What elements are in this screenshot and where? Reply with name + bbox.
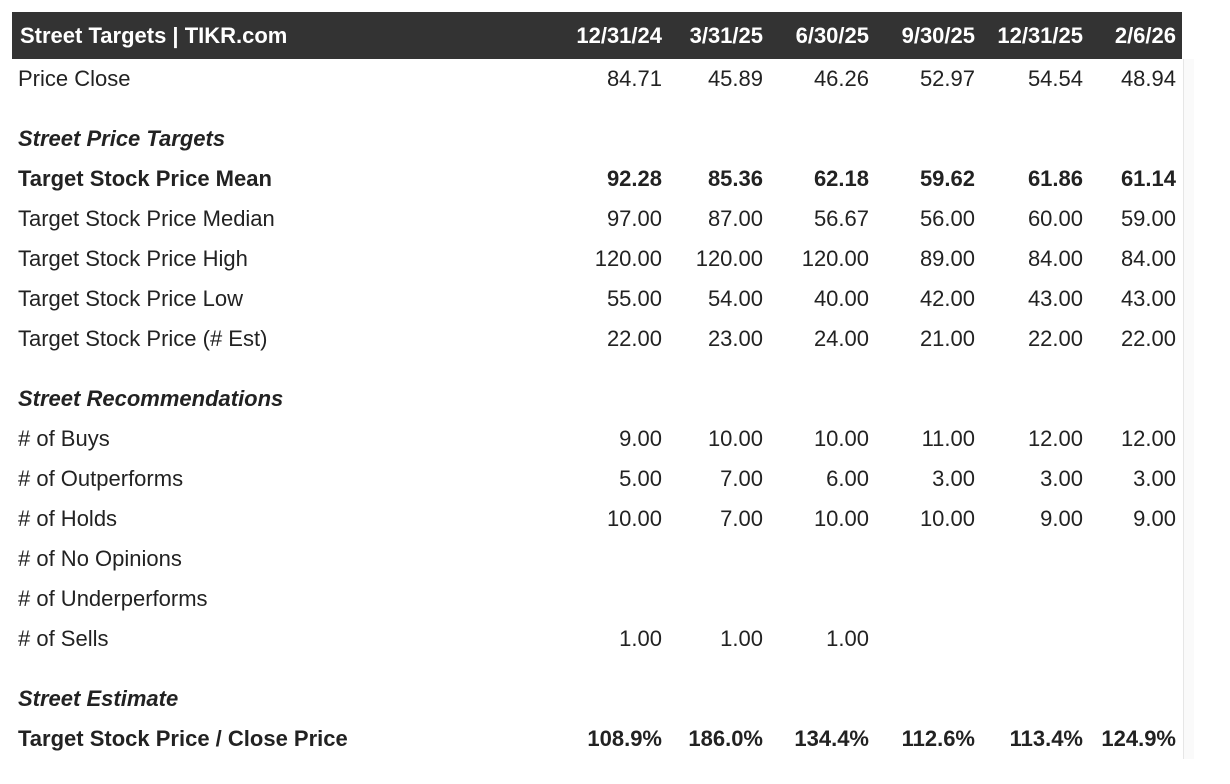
table-cell: 43.00 [1120, 286, 1176, 311]
table-cell: 21.00 [919, 326, 975, 351]
row-label: Target Stock Price Low [18, 286, 243, 311]
table-cell: 52.97 [919, 66, 975, 91]
table-row-underperforms [12, 579, 1182, 619]
row-label: # of Holds [18, 506, 118, 531]
row-label: # of No Opinions [18, 546, 182, 571]
table-cell: 45.89 [707, 66, 763, 91]
table-cell: 9.00 [1133, 506, 1176, 531]
table-cell: 22.00 [606, 326, 662, 351]
row-label: Target Stock Price High [18, 246, 248, 271]
table-row-target-low [12, 279, 1182, 319]
table-row-target-median [12, 199, 1182, 239]
table-cell: 10.00 [813, 426, 869, 451]
table-cell: 1.00 [720, 626, 763, 651]
table-cell: 97.00 [606, 206, 662, 231]
table-row-target-mean [12, 159, 1182, 199]
table-cell: 48.94 [1120, 66, 1176, 91]
table-cell: 186.0% [688, 726, 763, 751]
table-cell: 43.00 [1027, 286, 1083, 311]
table-row-price-close [12, 59, 1182, 99]
table-cell: 3.00 [932, 466, 975, 491]
vertical-scrollbar[interactable] [1183, 59, 1194, 759]
table-title: Street Targets | TIKR.com [20, 22, 288, 48]
table-row-buys [12, 419, 1182, 459]
table-cell: 120.00 [801, 246, 869, 271]
section-title: Street Estimate [18, 686, 179, 711]
table-row-outperforms [12, 459, 1182, 499]
column-header[interactable]: 2/6/26 [1114, 22, 1176, 48]
table-cell: 24.00 [813, 326, 869, 351]
table-cell: 61.86 [1027, 166, 1083, 191]
table-cell: 9.00 [619, 426, 662, 451]
table-cell: 62.18 [813, 166, 869, 191]
table-cell: 61.14 [1120, 166, 1176, 191]
table-cell: 7.00 [720, 506, 763, 531]
table-cell: 108.9% [587, 726, 662, 751]
table-cell: 92.28 [606, 166, 662, 191]
table-cell: 54.00 [707, 286, 763, 311]
column-header[interactable]: 3/31/25 [689, 22, 763, 48]
table-cell: 1.00 [826, 626, 869, 651]
table-cell: 3.00 [1133, 466, 1176, 491]
table-cell: 3.00 [1040, 466, 1083, 491]
table-cell: 134.4% [794, 726, 869, 751]
table-cell: 11.00 [921, 426, 975, 451]
table-cell: 12.00 [1120, 426, 1176, 451]
section-heading-recommendations [12, 379, 1182, 419]
table-cell: 113.4% [1009, 726, 1083, 751]
table-row-holds [12, 499, 1182, 539]
table-cell: 55.00 [606, 286, 662, 311]
row-label: Target Stock Price (# Est) [18, 326, 268, 351]
table-cell: 42.00 [919, 286, 975, 311]
table-row-target-close-ratio [12, 719, 1182, 759]
column-header[interactable]: 6/30/25 [795, 22, 869, 48]
row-label: Target Stock Price / Close Price [18, 726, 348, 751]
row-label: # of Underperforms [18, 586, 208, 611]
table-cell: 60.00 [1027, 206, 1083, 231]
section-spacer [12, 359, 1182, 379]
table-cell: 84.71 [606, 66, 662, 91]
table-cell: 59.62 [919, 166, 975, 191]
table-row-target-high [12, 239, 1182, 279]
row-label: Target Stock Price Median [18, 206, 275, 231]
table-cell: 12.00 [1027, 426, 1083, 451]
table-cell: 10.00 [606, 506, 662, 531]
table-header [12, 12, 1182, 59]
table-cell: 1.00 [619, 626, 662, 651]
table-cell: 120.00 [695, 246, 763, 271]
table-cell: 7.00 [720, 466, 763, 491]
column-header[interactable]: 9/30/25 [901, 22, 975, 48]
table-row-target-est-count [12, 319, 1182, 359]
table-cell: 6.00 [826, 466, 869, 491]
table-cell: 112.6% [901, 726, 975, 751]
table-cell: 22.00 [1027, 326, 1083, 351]
section-spacer [12, 99, 1182, 119]
table-cell: 87.00 [707, 206, 763, 231]
table-cell: 9.00 [1040, 506, 1083, 531]
table-cell: 84.00 [1120, 246, 1176, 271]
column-header[interactable]: 12/31/25 [997, 22, 1083, 48]
table-cell: 120.00 [594, 246, 662, 271]
table-cell: 59.00 [1120, 206, 1176, 231]
section-title: Street Price Targets [18, 126, 226, 151]
row-label: # of Sells [18, 626, 109, 651]
table-row-no-opinions [12, 539, 1182, 579]
table-cell: 22.00 [1120, 326, 1176, 351]
table-cell: 10.00 [919, 506, 975, 531]
row-label: Target Stock Price Mean [18, 166, 272, 191]
row-label: # of Outperforms [18, 466, 184, 491]
table-cell: 40.00 [813, 286, 869, 311]
section-spacer [12, 659, 1182, 679]
table-cell: 85.36 [707, 166, 763, 191]
table-cell: 54.54 [1027, 66, 1083, 91]
table-row-sells [12, 619, 1182, 659]
table-cell: 5.00 [619, 466, 662, 491]
row-label: # of Buys [18, 426, 110, 451]
section-heading-estimate [12, 679, 1182, 719]
street-targets-table [12, 12, 1182, 759]
section-heading-price-targets [12, 119, 1182, 159]
section-title: Street Recommendations [18, 386, 284, 411]
row-label: Price Close [18, 66, 131, 91]
table-cell: 46.26 [813, 66, 869, 91]
table-cell: 56.67 [813, 206, 869, 231]
table-cell: 124.9% [1101, 726, 1176, 751]
table-cell: 23.00 [707, 326, 763, 351]
table-cell: 89.00 [919, 246, 975, 271]
table-cell: 84.00 [1027, 246, 1083, 271]
table-cell: 10.00 [707, 426, 763, 451]
table-cell: 56.00 [919, 206, 975, 231]
column-header[interactable]: 12/31/24 [576, 22, 662, 48]
table-cell: 10.00 [813, 506, 869, 531]
